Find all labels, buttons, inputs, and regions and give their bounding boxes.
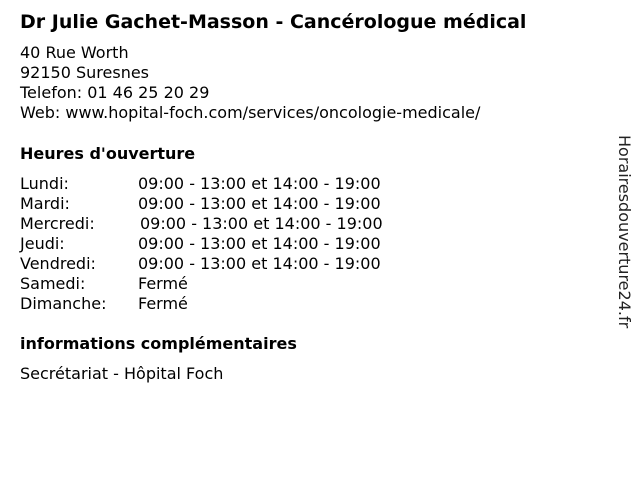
- time-value: 09:00 - 13:00 et 14:00 - 19:00: [138, 194, 381, 213]
- day-label: Lundi:: [20, 174, 69, 193]
- phone-number: Telefon: 01 46 25 20 29: [20, 83, 210, 102]
- site-watermark: Horairesdouverture24.fr: [615, 135, 634, 329]
- day-label: Mardi:: [20, 194, 70, 213]
- time-value: 09:00 - 13:00 et 14:00 - 19:00: [138, 174, 381, 193]
- street-address: 40 Rue Worth: [20, 43, 129, 62]
- day-label: Samedi:: [20, 274, 86, 293]
- day-label: Jeudi:: [20, 234, 65, 253]
- time-value: 09:00 - 13:00 et 14:00 - 19:00: [140, 214, 383, 233]
- website-link[interactable]: Web: www.hopital-foch.com/services/oncologie-medicale/: [20, 103, 481, 122]
- page-title: Dr Julie Gachet-Masson - Cancérologue médical: [20, 11, 527, 33]
- day-label: Dimanche:: [20, 294, 107, 313]
- time-value: Fermé: [138, 274, 188, 293]
- address-block: [20, 43, 480, 123]
- day-label: Vendredi:: [20, 254, 96, 273]
- time-value: 09:00 - 13:00 et 14:00 - 19:00: [138, 254, 381, 273]
- day-label: Mercredi:: [20, 214, 95, 233]
- time-value: Fermé: [138, 294, 188, 313]
- time-value: 09:00 - 13:00 et 14:00 - 19:00: [138, 234, 381, 253]
- additional-info-heading: informations complémentaires: [20, 334, 297, 353]
- city-postcode: 92150 Suresnes: [20, 63, 150, 82]
- opening-hours-heading: Heures d'ouverture: [20, 144, 196, 163]
- additional-info-text: Secrétariat - Hôpital Foch: [20, 364, 224, 383]
